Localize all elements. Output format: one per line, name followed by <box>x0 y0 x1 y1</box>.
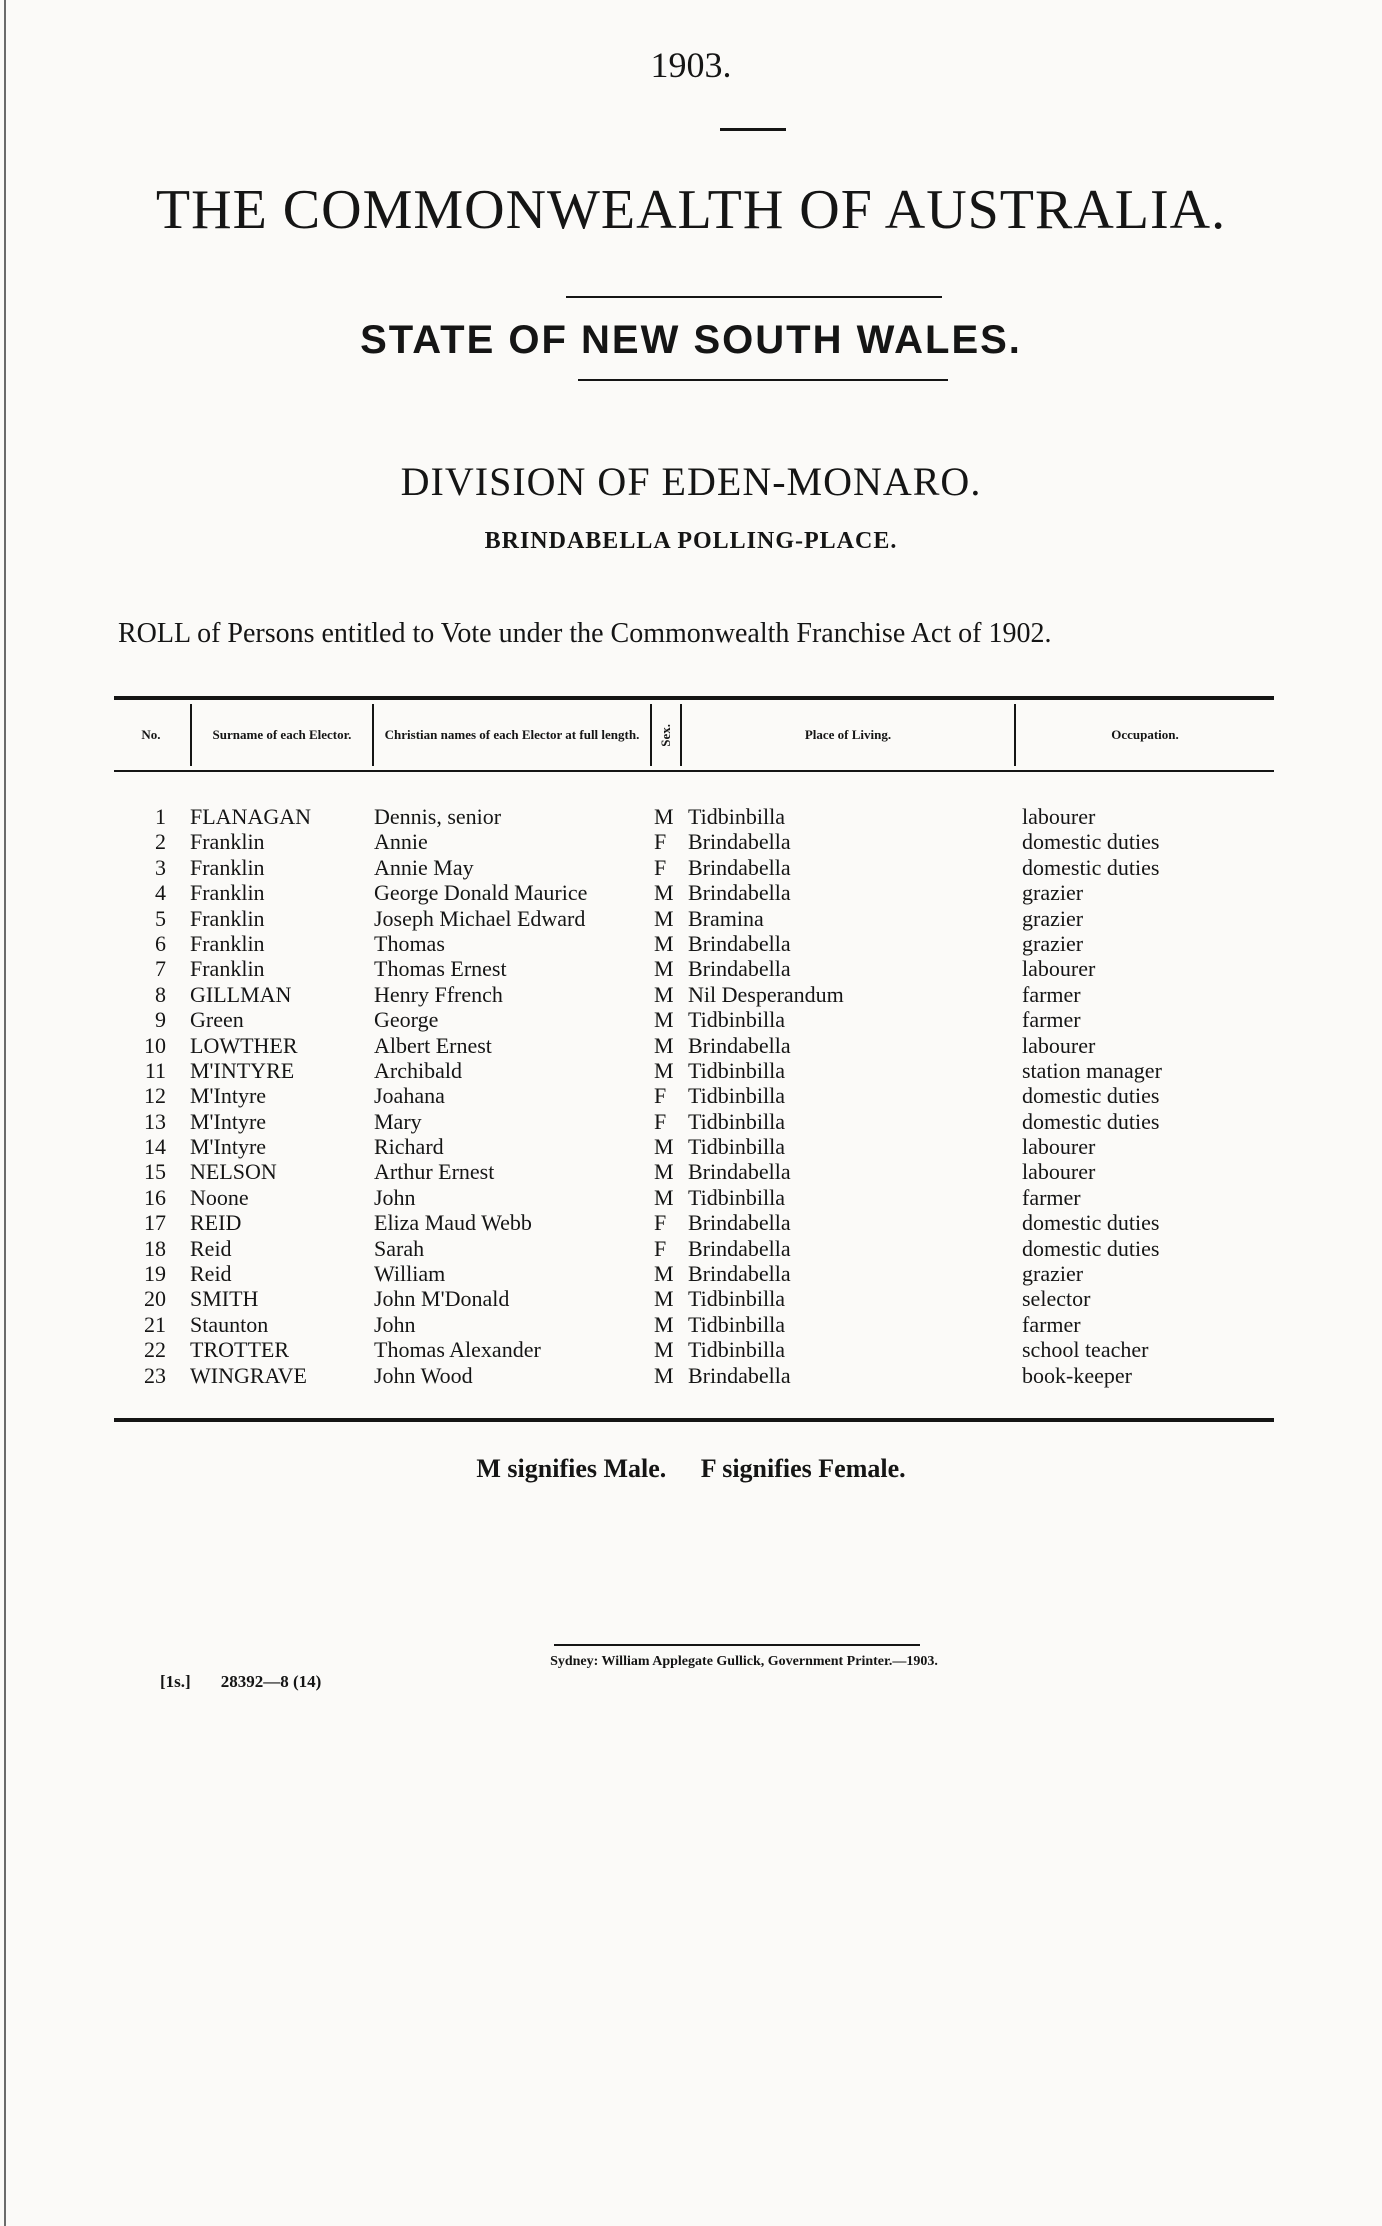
sex-legend <box>0 1454 1382 1484</box>
table-row <box>114 1236 1274 1261</box>
table-row <box>114 1083 1274 1108</box>
cell-sex: M <box>654 1184 674 1210</box>
cell-number: 14 <box>144 1134 166 1160</box>
table-row <box>114 804 1274 829</box>
cell-occupation: labourer <box>1022 956 1096 982</box>
cell-surname: REID <box>190 1210 242 1236</box>
cell-number: 15 <box>144 1159 166 1185</box>
electoral-roll-table <box>114 696 1274 1426</box>
cell-number: 6 <box>155 930 166 956</box>
cell-occupation: domestic duties <box>1022 1083 1160 1109</box>
cell-number: 22 <box>144 1337 166 1363</box>
form-code <box>160 1672 321 1692</box>
table-row <box>114 1007 1274 1032</box>
cell-sex: M <box>654 981 674 1007</box>
cell-occupation: labourer <box>1022 804 1096 829</box>
column-header-place: Place of Living. <box>804 727 892 742</box>
cell-sex: M <box>654 1286 674 1312</box>
cell-christian-names: Eliza Maud Webb <box>374 1210 532 1236</box>
cell-surname: Staunton <box>190 1311 269 1337</box>
cell-number: 10 <box>144 1032 166 1058</box>
cell-occupation: farmer <box>1022 1007 1081 1033</box>
cell-occupation: selector <box>1022 1286 1091 1312</box>
cell-place: Brindabella <box>688 956 791 982</box>
cell-surname: Franklin <box>190 880 265 906</box>
cell-number: 8 <box>155 981 166 1007</box>
table-row <box>114 931 1274 956</box>
cell-number: 12 <box>144 1083 166 1109</box>
column-header-occupation: Occupation. <box>1111 727 1179 742</box>
cell-place: Tidbinbilla <box>688 1057 785 1083</box>
polling-place-heading: BRINDABELLA POLLING-PLACE. <box>484 528 898 554</box>
table-row <box>114 1286 1274 1311</box>
table-row <box>114 1185 1274 1210</box>
cell-sex: F <box>654 1210 667 1236</box>
cell-place: Brindabella <box>688 1362 791 1388</box>
cell-number: 11 <box>144 1057 166 1083</box>
cell-surname: WINGRAVE <box>190 1362 307 1388</box>
state-rule-top <box>566 296 942 298</box>
cell-christian-names: Archibald <box>374 1057 462 1083</box>
year-underline <box>720 128 786 131</box>
cell-christian-names: John <box>374 1311 416 1337</box>
legend-male: M signifies Male. <box>476 1454 667 1483</box>
table-row <box>114 1033 1274 1058</box>
table-row <box>114 1261 1274 1286</box>
cell-place: Tidbinbilla <box>688 1083 785 1109</box>
cell-occupation: labourer <box>1022 1032 1096 1058</box>
cell-number: 17 <box>144 1210 166 1236</box>
table-row <box>114 1109 1274 1134</box>
cell-christian-names: Thomas Ernest <box>374 956 507 982</box>
cell-sex: M <box>654 1057 674 1083</box>
cell-surname: M'INTYRE <box>190 1057 295 1083</box>
form-number: 28392—8 (14) <box>220 1672 322 1691</box>
cell-christian-names: Richard <box>374 1134 444 1160</box>
column-header-sex <box>652 704 680 766</box>
cell-surname: Green <box>190 1007 244 1033</box>
cell-occupation: labourer <box>1022 1159 1096 1185</box>
table-bottom-rule <box>114 1418 1274 1422</box>
cell-surname: FLANAGAN <box>190 804 311 829</box>
table-row <box>114 1363 1274 1388</box>
cell-sex: M <box>654 880 674 906</box>
cell-place: Tidbinbilla <box>688 1286 785 1312</box>
cell-occupation: book-keeper <box>1022 1362 1132 1388</box>
cell-christian-names: Henry Ffrench <box>374 981 503 1007</box>
cell-place: Nil Desperandum <box>688 981 844 1007</box>
cell-place: Tidbinbilla <box>688 1311 785 1337</box>
printer-rule <box>554 1644 920 1646</box>
cell-christian-names: George <box>374 1007 439 1033</box>
cell-number: 1 <box>155 804 166 829</box>
cell-sex: M <box>654 1032 674 1058</box>
cell-christian-names: Thomas <box>374 930 445 956</box>
cell-sex: M <box>654 1007 674 1033</box>
cell-place: Brindabella <box>688 854 791 880</box>
cell-number: 5 <box>155 905 166 931</box>
cell-sex: M <box>654 804 674 829</box>
column-header-no: No. <box>141 727 161 742</box>
cell-christian-names: Sarah <box>374 1235 425 1261</box>
document-year: 1903. <box>650 45 732 85</box>
cell-surname: Franklin <box>190 956 265 982</box>
printer-imprint: Sydney: William Applegate Gullick, Government Printer.—1903. <box>550 1654 938 1669</box>
table-row <box>114 906 1274 931</box>
roll-heading: ROLL of Persons entitled to Vote under the Commonwealth Franchise Act of 1902. <box>118 618 1052 649</box>
cell-surname: Franklin <box>190 854 265 880</box>
cell-number: 19 <box>144 1261 166 1287</box>
table-row <box>114 956 1274 981</box>
table-row <box>114 1134 1274 1159</box>
cell-sex: M <box>654 905 674 931</box>
cell-christian-names: Thomas Alexander <box>374 1337 541 1363</box>
cell-sex: M <box>654 1311 674 1337</box>
column-header-christian-names: Christian names of each Elector at full length. <box>384 727 640 742</box>
cell-surname: Noone <box>190 1184 249 1210</box>
cell-occupation: farmer <box>1022 1311 1081 1337</box>
cell-surname: M'Intyre <box>190 1083 267 1109</box>
cell-surname: M'Intyre <box>190 1134 267 1160</box>
cell-surname: Franklin <box>190 905 265 931</box>
cell-occupation: domestic duties <box>1022 829 1160 855</box>
cell-occupation: domestic duties <box>1022 1210 1160 1236</box>
cell-christian-names: John M'Donald <box>374 1286 510 1312</box>
cell-sex: M <box>654 1134 674 1160</box>
state-heading: STATE OF NEW SOUTH WALES. <box>360 318 1022 362</box>
cell-sex: M <box>654 1362 674 1388</box>
cell-christian-names: Annie <box>374 829 428 855</box>
cell-occupation: grazier <box>1022 880 1084 906</box>
table-row <box>114 1210 1274 1235</box>
cell-christian-names: Dennis, senior <box>374 804 502 829</box>
cell-sex: F <box>654 1108 667 1134</box>
cell-christian-names: William <box>374 1261 446 1287</box>
column-header-surname: Surname of each Elector. <box>212 727 352 742</box>
cell-surname: Franklin <box>190 829 265 855</box>
cell-christian-names: Joseph Michael Edward <box>374 905 586 931</box>
table-row <box>114 855 1274 880</box>
cell-number: 13 <box>144 1108 166 1134</box>
table-row <box>114 829 1274 854</box>
cell-occupation: school teacher <box>1022 1337 1149 1363</box>
state-rule-bottom <box>578 379 948 381</box>
cell-christian-names: Joahana <box>374 1083 445 1109</box>
cell-occupation: grazier <box>1022 1261 1084 1287</box>
cell-place: Brindabella <box>688 1032 791 1058</box>
cell-place: Brindabella <box>688 1261 791 1287</box>
table-row <box>114 1159 1274 1184</box>
cell-place: Tidbinbilla <box>688 1007 785 1033</box>
cell-place: Brindabella <box>688 1235 791 1261</box>
cell-surname: NELSON <box>190 1159 277 1185</box>
cell-number: 16 <box>144 1184 166 1210</box>
form-price: [1s.] <box>160 1672 191 1691</box>
cell-surname: Franklin <box>190 930 265 956</box>
table-row <box>114 880 1274 905</box>
cell-sex: M <box>654 1159 674 1185</box>
cell-place: Tidbinbilla <box>688 1184 785 1210</box>
cell-surname: LOWTHER <box>190 1032 298 1058</box>
cell-sex: M <box>654 956 674 982</box>
cell-sex: M <box>654 1261 674 1287</box>
cell-number: 23 <box>144 1362 166 1388</box>
table-top-rule <box>114 696 1274 700</box>
table-row <box>114 1058 1274 1083</box>
cell-sex: M <box>654 1337 674 1363</box>
cell-occupation: station manager <box>1022 1057 1162 1083</box>
cell-christian-names: John Wood <box>374 1362 473 1388</box>
table-header-rule <box>114 770 1274 772</box>
cell-occupation: farmer <box>1022 981 1081 1007</box>
cell-sex: F <box>654 854 667 880</box>
cell-place: Brindabella <box>688 1210 791 1236</box>
cell-place: Brindabella <box>688 930 791 956</box>
page-title: THE COMMONWEALTH OF AUSTRALIA. <box>155 179 1227 241</box>
cell-number: 3 <box>155 854 166 880</box>
table-row <box>114 982 1274 1007</box>
cell-occupation: farmer <box>1022 1184 1081 1210</box>
cell-christian-names: Arthur Ernest <box>374 1159 495 1185</box>
column-header-sex-label: Sex. <box>658 723 673 747</box>
cell-occupation: domestic duties <box>1022 854 1160 880</box>
division-heading: DIVISION OF EDEN-MONARO. <box>400 459 982 504</box>
cell-number: 7 <box>155 956 166 982</box>
cell-number: 4 <box>155 880 166 906</box>
cell-sex: M <box>654 930 674 956</box>
cell-number: 9 <box>155 1007 166 1033</box>
cell-christian-names: Annie May <box>374 854 474 880</box>
cell-christian-names: Albert Ernest <box>374 1032 492 1058</box>
cell-number: 2 <box>155 829 166 855</box>
cell-place: Tidbinbilla <box>688 1337 785 1363</box>
cell-occupation: labourer <box>1022 1134 1096 1160</box>
cell-surname: TROTTER <box>190 1337 289 1363</box>
cell-place: Brindabella <box>688 829 791 855</box>
cell-number: 18 <box>144 1235 166 1261</box>
cell-occupation: grazier <box>1022 905 1084 931</box>
cell-number: 21 <box>144 1311 166 1337</box>
cell-occupation: domestic duties <box>1022 1235 1160 1261</box>
cell-place: Brindabella <box>688 1159 791 1185</box>
cell-sex: F <box>654 829 667 855</box>
cell-place: Bramina <box>688 905 764 931</box>
table-body <box>114 804 1274 1388</box>
cell-place: Tidbinbilla <box>688 1108 785 1134</box>
cell-place: Brindabella <box>688 880 791 906</box>
cell-place: Tidbinbilla <box>688 1134 785 1160</box>
table-row <box>114 1312 1274 1337</box>
cell-christian-names: John <box>374 1184 416 1210</box>
cell-surname: M'Intyre <box>190 1108 267 1134</box>
cell-occupation: domestic duties <box>1022 1108 1160 1134</box>
cell-surname: Reid <box>190 1235 232 1261</box>
cell-number: 20 <box>144 1286 166 1312</box>
cell-sex: F <box>654 1235 667 1261</box>
cell-sex: F <box>654 1083 667 1109</box>
cell-christian-names: George Donald Maurice <box>374 880 588 906</box>
cell-surname: SMITH <box>190 1286 259 1312</box>
cell-surname: GILLMAN <box>190 981 292 1007</box>
legend-female: F signifies Female. <box>700 1454 906 1483</box>
table-row <box>114 1337 1274 1362</box>
cell-place: Tidbinbilla <box>688 804 785 829</box>
cell-occupation: grazier <box>1022 930 1084 956</box>
cell-surname: Reid <box>190 1261 232 1287</box>
cell-christian-names: Mary <box>374 1108 422 1134</box>
